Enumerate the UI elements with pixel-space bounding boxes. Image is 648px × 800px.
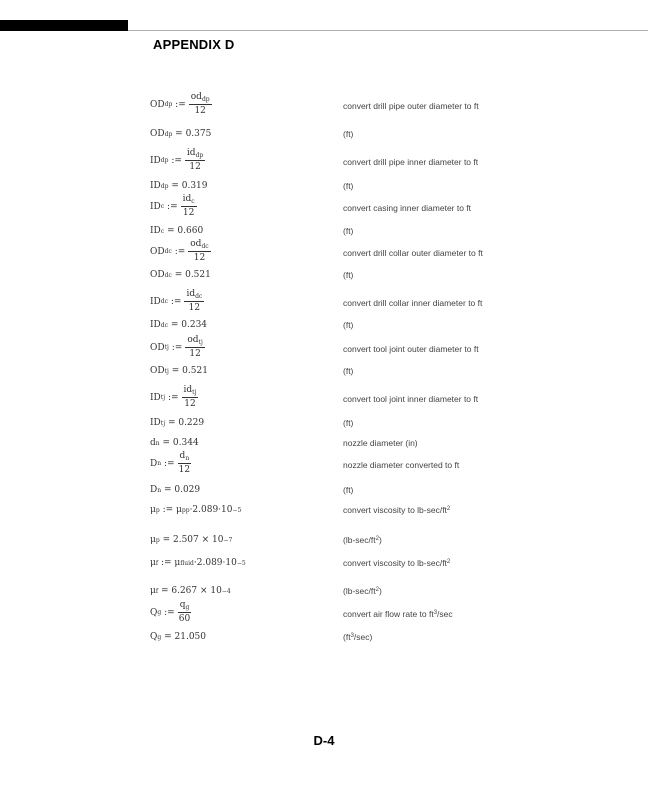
result-units: (ft) xyxy=(343,418,354,428)
result-expression: ID tj = 0.229 xyxy=(150,418,205,428)
equation-expression: D n := $\frac{d_n}{12}$ xyxy=(150,451,191,475)
equation-description: nozzle diameter converted to ft xyxy=(343,460,460,470)
result-units: (ft) xyxy=(343,366,354,376)
equation-description: convert drill pipe inner diameter to ft xyxy=(343,157,479,167)
result-expression: μ p = 2.507 × 10 −7 xyxy=(150,535,233,545)
result-units: (ft) xyxy=(343,485,354,495)
header-rule xyxy=(128,30,648,31)
equation-expression: μ f := μ fluid ·2.089·10 −5 xyxy=(150,558,246,568)
page-number: D-4 xyxy=(313,733,335,748)
result-units: $(lb-\sec/ft^2)$ xyxy=(343,535,382,545)
equation-description: convert tool joint outer diameter to ft xyxy=(343,344,479,354)
result-units: (ft) xyxy=(343,129,354,139)
result-expression: ID c = 0.660 xyxy=(150,226,204,236)
result-units: nozzle diameter (in) xyxy=(343,438,418,448)
result-units: $(ft^3/\sec)$ xyxy=(343,632,373,642)
equation-description: convert drill collar outer diameter to ft xyxy=(343,248,483,258)
result-expression: Q g = 21.050 xyxy=(150,632,207,642)
equation-expression: OD tj := $\frac{od_{tj}}{12}$ xyxy=(150,335,203,359)
result-expression: OD tj = 0.521 xyxy=(150,366,208,376)
result-units: (ft) xyxy=(343,270,354,280)
equation-description: convert drill collar inner diameter to ft xyxy=(343,298,483,308)
equation-expression: ID tj := $\frac{id_{tj}}{12}$ xyxy=(150,385,197,409)
equation-expression: ID dp := $\frac{id_{dp}}{12}$ xyxy=(150,148,204,172)
result-expression: ID dc = 0.234 xyxy=(150,320,208,330)
equation-expression: ID dc := $\frac{id_{dc}}{12}$ xyxy=(150,289,203,313)
equation-description: convert tool joint inner diameter to ft xyxy=(343,394,479,404)
result-expression: ID dp = 0.319 xyxy=(150,181,208,191)
result-units: (ft) xyxy=(343,181,354,191)
equation-description: convert viscosity to $lb-\sec/ft^2$ xyxy=(343,558,451,568)
result-units: (ft) xyxy=(343,226,354,236)
equation-expression: μ p := μ pp ·2.089·10 −5 xyxy=(150,505,242,515)
page-title: APPENDIX D xyxy=(153,37,235,52)
result-units: (ft) xyxy=(343,320,354,330)
result-expression: D n = 0.029 xyxy=(150,485,201,495)
result-expression: μ f = 6.267 × 10 −4 xyxy=(150,586,231,596)
result-expression: OD dp = 0.375 xyxy=(150,129,212,139)
equation-expression: OD dp := $\frac{od_{dp}}{12}$ xyxy=(150,92,210,116)
result-expression: OD dc = 0.521 xyxy=(150,270,211,280)
result-units: $(lb-\sec/ft^2)$ xyxy=(343,586,382,596)
equation-description: convert viscosity to $lb-\sec/ft^2$ xyxy=(343,505,451,515)
equation-expression: OD dc := $\frac{od_{dc}}{12}$ xyxy=(150,239,209,263)
equation-description: convert drill pipe outer diameter to ft xyxy=(343,101,479,111)
result-expression: d n = 0.344 xyxy=(150,438,199,448)
equation-expression: ID c := $\frac{id_c}{12}$ xyxy=(150,194,195,218)
equation-description: convert casing inner diameter to ft xyxy=(343,203,472,213)
header-black-bar xyxy=(0,20,128,31)
equation-expression: Q g := $\frac{q_g}{60}$ xyxy=(150,600,191,624)
equation-description: convert air flow rate to $ft^3/\sec$ xyxy=(343,609,453,619)
